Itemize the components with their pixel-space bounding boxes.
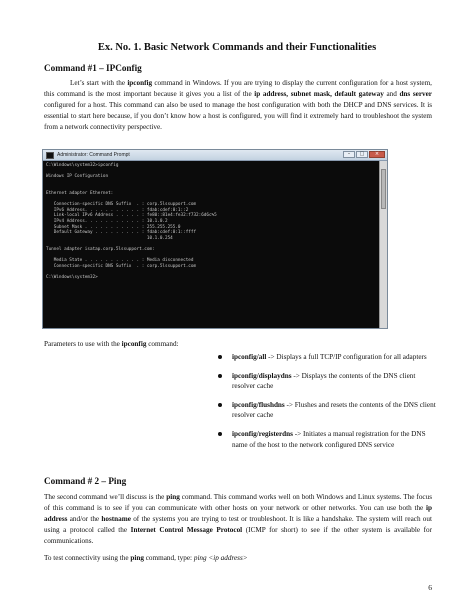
ipconfig-intro-paragraph — [44, 78, 432, 133]
text-run: (ICMP for short) to see if the other system is available for communications. — [44, 525, 432, 545]
parameter-command: ipconfig/all — [232, 353, 267, 361]
window-controls — [343, 151, 385, 158]
text-run: and/or the — [67, 514, 102, 523]
parameter-description: -> Initiates a manual registration for the DNS name of the host to the network configured DNS service — [232, 429, 426, 449]
vertical-scrollbar[interactable] — [379, 161, 387, 328]
bullet-icon — [218, 355, 222, 359]
parameter-description: -> Displays a full TCP/IP configuration for all adapters — [266, 353, 427, 361]
terminal-line: IPv4 Address. . . . . . . . . . . : 10.1.0.2 — [46, 218, 168, 224]
terminal-output[interactable] — [43, 161, 380, 328]
text-run: command, type: — [143, 554, 194, 562]
text-run: To test connectivity using the — [44, 554, 131, 562]
parameter-command: ipconfig/registerdns — [232, 429, 293, 438]
text-run: Parameters to use with the — [44, 340, 122, 348]
text-run: dns server — [399, 89, 432, 98]
window-titlebar — [43, 150, 387, 161]
rich-text — [44, 340, 179, 348]
rich-text — [44, 554, 248, 562]
terminal-icon — [46, 152, 54, 159]
text-run: ping — [166, 493, 180, 501]
text-run: and — [383, 89, 400, 98]
section-heading-ipconfig: Command #1 – IPConfig — [44, 63, 142, 73]
parameters-intro — [44, 339, 432, 350]
maximize-icon[interactable]: □ — [356, 151, 368, 158]
text-run: command. This command works well on both Windows and Linux systems. The focus of this command is to see if you can communicate with other hosts on your network or other networks. You can use both the — [44, 493, 433, 512]
text-run: The second command we’ll discuss is the — [44, 493, 167, 501]
parameter-command: ipconfig/flushdns — [232, 400, 285, 409]
ping-body-paragraph — [44, 492, 432, 547]
text-run: command: — [146, 340, 179, 348]
bullet-icon — [218, 403, 222, 407]
terminal-line: Default Gateway . . . . . . . . . : fdab:cdef:0:1::ffff — [46, 230, 197, 236]
close-icon[interactable]: × — [369, 151, 385, 158]
window-title: Administrator: Command Prompt — [57, 152, 130, 158]
terminal-line: Ethernet adapter Ethernet: — [46, 190, 114, 196]
terminal-line: Tunnel adapter isatap.corp.5lssupport.com: — [46, 246, 155, 252]
terminal-line: Media State . . . . . . . . . . . : Media disconnected — [46, 258, 194, 264]
text-run: command in Windows. If you are trying to display the current configuration for a host system, this command is the most important because it gives you a list of the — [44, 79, 432, 98]
rich-text — [44, 493, 432, 545]
page-number: 6 — [428, 583, 432, 592]
text-run: ipconfig — [121, 340, 147, 348]
minimize-icon[interactable]: – — [343, 151, 355, 158]
list-item — [218, 429, 440, 450]
list-item — [218, 352, 440, 363]
terminal-line: Connection-specific DNS Suffix . : corp.5lssupport.com — [46, 202, 197, 208]
text-run: of the systems you are trying to test or troubleshoot. It is like a handshake. The system will reach out using a protocol called the — [44, 514, 432, 534]
section-heading-ping: Command # 2 – Ping — [44, 476, 127, 486]
text-run: ipconfig — [127, 79, 153, 87]
terminal-line: Windows IP Configuration — [46, 174, 109, 180]
list-item — [218, 371, 440, 392]
text-run: Internet Control Message Protocol — [130, 525, 243, 534]
terminal-line: Subnet Mask . . . . . . . . . . . : 255.255.255.0 — [46, 224, 181, 230]
document-title: Ex. No. 1. Basic Network Commands and their Functionalities — [97, 42, 377, 53]
text-run: hostname — [101, 514, 131, 523]
terminal-line: Link-local IPv6 Address . . . . . : fe80::81e4:fe32:f732:6d6c%5 — [46, 213, 217, 219]
text-run: Let’s start with the — [70, 79, 128, 87]
list-item — [218, 400, 440, 421]
terminal-line: Connection-specific DNS Suffix . : corp.5lssupport.com — [46, 263, 197, 269]
parameter-description: -> Displays the contents of the DNS client resolver cache — [232, 371, 416, 391]
terminal-line: 10.1.0.254 — [46, 235, 173, 241]
bullet-icon — [218, 432, 222, 436]
text-run: ping — [130, 554, 144, 562]
ping-usage-line — [44, 553, 432, 564]
terminal-line: C:\Windows\system32>ipconfig — [46, 163, 119, 168]
ipconfig-parameter-list — [218, 352, 440, 458]
text-run: ip address — [44, 503, 432, 523]
scrollbar-thumb[interactable] — [381, 169, 386, 209]
text-run: configured for a host. This command can also be used to manage the host configuration with both the DHCP and DNS services. It is essential to start here because, if you don’t know how a host is configured, you will find it extremely hard to troubleshoot the system from a network connectivity perspective. — [44, 100, 432, 131]
parameter-command: ipconfig/displaydns — [232, 371, 292, 380]
terminal-line: IPv6 Address. . . . . . . . . . . : fdab:cdef:0:1::2 — [46, 207, 189, 213]
bullet-icon — [218, 374, 222, 378]
rich-text — [44, 79, 432, 131]
command-prompt-window — [42, 149, 388, 329]
text-run: ping <ip address> — [193, 554, 248, 562]
text-run: ip address, subnet mask, default gateway — [254, 89, 384, 98]
parameter-description: -> Flushes and resets the contents of the DNS client resolver cache — [232, 400, 436, 420]
terminal-line: C:\Windows\system32> — [46, 274, 98, 280]
